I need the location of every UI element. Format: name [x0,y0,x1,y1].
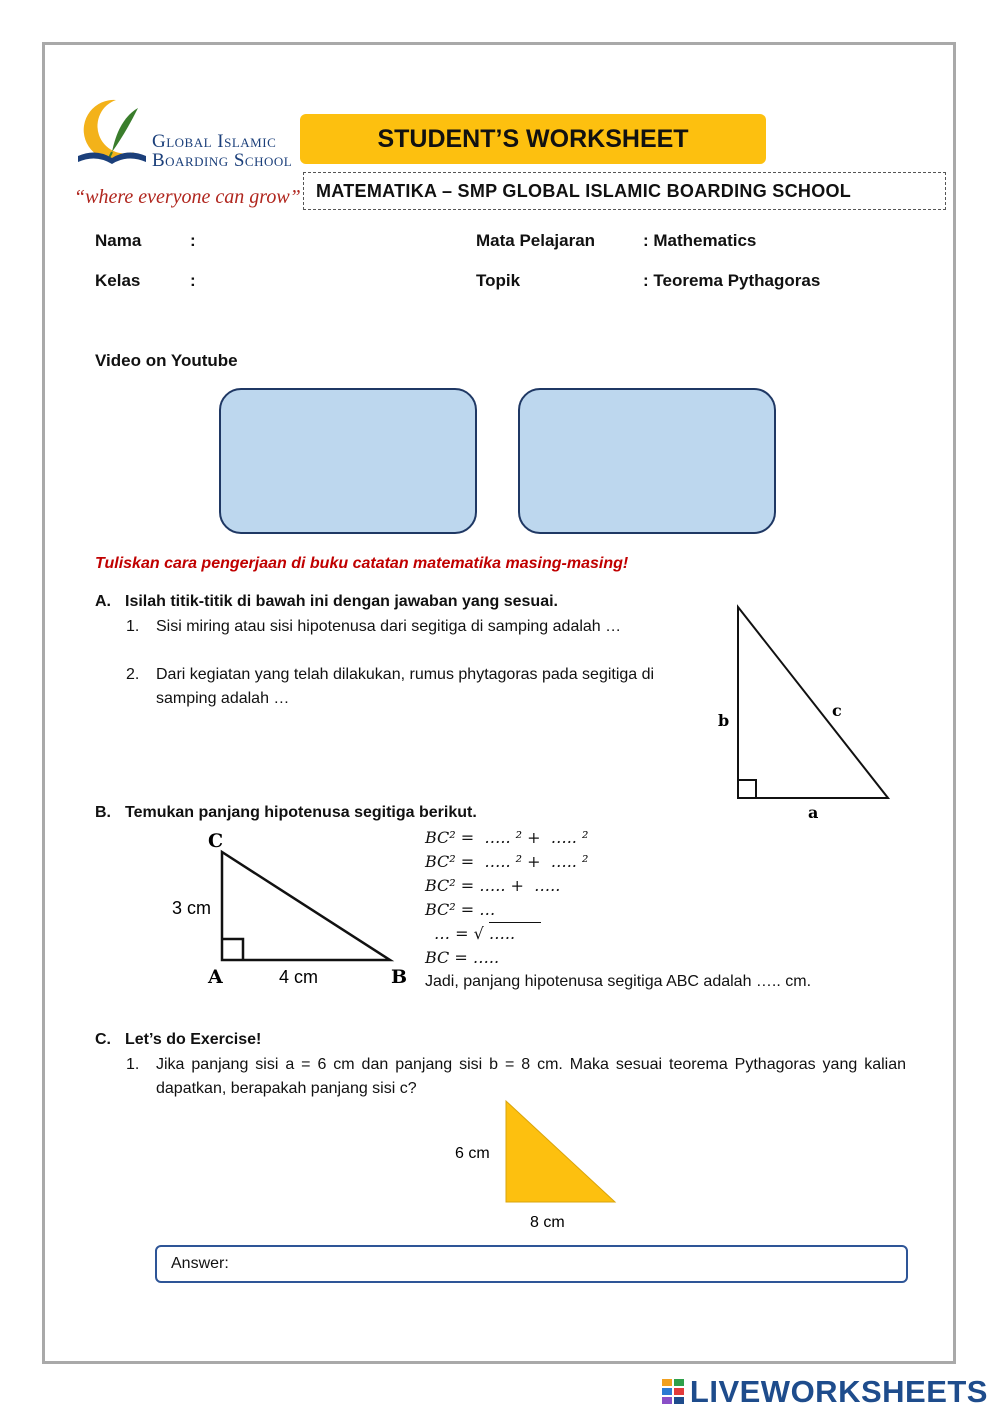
triangle-a-shape [738,607,888,798]
worksheet-subtitle: MATEMATIKA – SMP GLOBAL ISLAMIC BOARDING SCHOOL [303,172,946,210]
video-embed-2[interactable] [518,388,776,534]
video-embed-1[interactable] [219,388,477,534]
tagline: “where everyone can grow” [74,186,301,208]
liveworksheets-icon [662,1379,686,1405]
section-b-marker: B. [95,804,111,821]
triangle-a-label-a: a [808,803,819,822]
triangle-abc-diagram [700,595,910,825]
liveworksheets-logo [662,1374,988,1410]
triangle-b-shape [222,852,390,960]
nama-label: Nama [95,231,142,250]
question-a2-line-2: samping adalah … [156,690,290,707]
exercise-side-6cm: 6 cm [455,1145,490,1162]
exercise-1-number: 1. [126,1056,140,1073]
school-logo [72,94,152,168]
question-a1-number: 1. [126,618,140,635]
exercise-1-line-2: dapatkan, berapakah panjang sisi c? [156,1080,417,1097]
video-heading: Video on Youtube [95,351,238,370]
topic-value: : Teorema Pythagoras [643,271,821,290]
right-angle-marker [738,780,756,798]
nama-colon: : [190,231,196,250]
step-1: BC² = ….. ² + ….. ² [425,828,589,847]
exercise-1-line-1: Jika panjang sisi a = 6 cm dan panjang sisi b = 8 cm. Maka sesuai teorema Pythagoras yang kalian [156,1056,906,1073]
conclusion-text: Jadi, panjang hipotenusa segitiga ABC adalah ….. cm. [425,973,812,990]
question-a1-text: Sisi miring atau sisi hipotenusa dari segitiga di samping adalah … [156,618,622,635]
logo-line-1: Global Islamic [152,131,277,152]
section-a-marker: A. [95,593,111,610]
answer-input[interactable] [155,1245,908,1283]
topic-label: Topik [476,271,521,290]
step-6: BC = ….. [425,948,500,967]
section-a-title: Isilah titik-titik di bawah ini dengan jawaban yang sesuai. [125,593,558,610]
brand-text: LIVEWORKSHEETS [689,1374,988,1409]
section-c-marker: C. [95,1031,111,1048]
step-4: BC² = … [425,900,496,919]
step-3: BC² = ….. + ….. [425,876,561,895]
triangle-b-diagram [165,826,415,996]
vertex-b-label: B [391,966,408,988]
step-2: BC² = ….. ² + ….. ² [425,852,589,871]
answer-label: Answer: [171,1255,229,1272]
section-c-title: Let’s do Exercise! [125,1031,262,1048]
side-ab-label: 4 cm [279,967,319,987]
logo-line-2: Boarding School [152,150,293,171]
worksheet-title: STUDENT’S WORKSHEET [300,114,766,164]
question-a2-number: 2. [126,666,140,683]
crescent-quill-icon [72,94,152,168]
exercise-triangle-shape [506,1101,615,1202]
subject-value: : Mathematics [643,231,757,250]
sqrt-vinculum [489,922,541,923]
kelas-colon: : [190,271,196,290]
section-b-title: Temukan panjang hipotenusa segitiga berikut. [125,804,477,821]
triangle-a-label-c: c [832,701,842,720]
exercise-triangle-diagram [440,1095,640,1235]
subject-label: Mata Pelajaran [476,231,596,250]
question-a2-line-1: Dari kegiatan yang telah dilakukan, rumus phytagoras pada segitiga di [156,666,655,683]
instruction-note: Tuliskan cara pengerjaan di buku catatan matematika masing-masing! [95,555,629,572]
right-angle-marker [222,939,243,960]
side-ca-label: 3 cm [172,898,212,918]
vertex-c-label: C [208,830,224,852]
vertex-a-label: A [208,966,223,988]
triangle-a-label-b: b [718,711,730,730]
logo-name [152,132,292,170]
step-5: … = √ ….. [434,924,516,943]
kelas-label: Kelas [95,271,141,290]
exercise-side-8cm: 8 cm [530,1214,565,1231]
